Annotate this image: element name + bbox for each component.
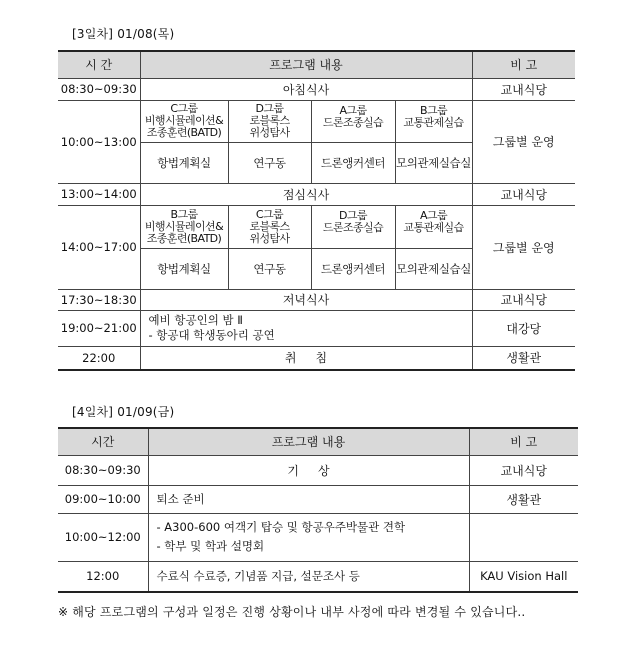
group-cell xyxy=(311,100,395,142)
table-row xyxy=(58,205,575,248)
group-activity: 조종훈련(BATD) xyxy=(146,126,222,139)
day4-schedule-table xyxy=(58,427,578,593)
time-cell: 22:00 xyxy=(58,346,140,370)
note-cell: 그룹별 운영 xyxy=(472,100,575,183)
program-cell: 수료식 수료증, 기념품 지급, 설문조사 등 xyxy=(148,561,469,592)
program-cell: 점심식사 xyxy=(140,183,472,205)
header-program: 프로그램 내용 xyxy=(148,428,469,455)
program-line: - 항공대 학생동아리 공연 xyxy=(148,328,275,342)
group-activity: 드론조종실습 xyxy=(322,115,384,129)
note-cell: 생활관 xyxy=(469,485,578,513)
group-cell xyxy=(140,205,228,248)
group-name: C그룹 xyxy=(255,207,284,221)
group-name: B그룹 xyxy=(420,103,447,117)
header-time: 시 간 xyxy=(58,51,140,78)
time-cell: 12:00 xyxy=(58,561,148,592)
group-name: B그룹 xyxy=(170,207,198,221)
group-name: D그룹 xyxy=(339,208,367,222)
program-cell: 기 상 xyxy=(148,455,469,485)
day4-title: [4일차] 01/09(금) xyxy=(72,405,175,419)
group-name: D그룹 xyxy=(255,102,284,115)
group-activity: 로블록스 xyxy=(249,114,290,127)
group-name: A그룹 xyxy=(339,103,367,117)
group-activity: 교통관제실습 xyxy=(403,220,464,234)
program-cell xyxy=(140,310,472,346)
time-cell: 10:00~12:00 xyxy=(58,513,148,561)
program-cell xyxy=(148,513,469,561)
footnote: ※ 해당 프로그램의 구성과 일정은 진행 상황이나 내부 사정에 따라 변경될 수 있습니다.. xyxy=(58,605,526,619)
header-time: 시간 xyxy=(58,428,148,455)
program-cell: 취 침 xyxy=(140,346,472,370)
day3-schedule-table xyxy=(58,50,575,371)
group-cell xyxy=(311,205,395,248)
time-cell: 10:00~13:00 xyxy=(58,100,140,183)
note-cell: 그룹별 운영 xyxy=(472,205,575,289)
time-cell: 17:30~18:30 xyxy=(58,289,140,310)
time-cell: 09:00~10:00 xyxy=(58,485,148,513)
time-cell: 08:30~09:30 xyxy=(58,455,148,485)
group-activity: 위성탐사 xyxy=(249,231,290,245)
note-cell: 교내식당 xyxy=(469,455,578,485)
program-line: - 학부 및 학과 설명회 xyxy=(156,539,265,553)
location-cell: 연구동 xyxy=(228,142,311,183)
time-cell: 13:00~14:00 xyxy=(58,183,140,205)
table-row xyxy=(58,485,578,513)
group-cell xyxy=(395,205,472,248)
table-row xyxy=(58,310,575,346)
note-cell: 생활관 xyxy=(472,346,575,370)
group-activity: 조종훈련(BATD) xyxy=(146,231,222,245)
table-row xyxy=(58,513,578,561)
table-row xyxy=(58,289,575,310)
header-note: 비 고 xyxy=(472,51,575,78)
group-activity: 비행시뮬레이션& xyxy=(144,114,224,127)
group-cell xyxy=(228,205,311,248)
location-cell: 항법계획실 xyxy=(140,248,228,289)
note-cell: KAU Vision Hall xyxy=(469,561,578,592)
note-cell: 교내식당 xyxy=(472,78,575,100)
program-line: - A300-600 여객기 탑승 및 항공우주박물관 견학 xyxy=(156,520,406,534)
note-cell: 교내식당 xyxy=(472,183,575,205)
location-cell: 드론앵커센터 xyxy=(311,142,395,183)
location-cell: 모의관제실습실 xyxy=(395,248,472,289)
time-cell: 08:30~09:30 xyxy=(58,78,140,100)
program-cell: 저녁식사 xyxy=(140,289,472,310)
time-cell: 14:00~17:00 xyxy=(58,205,140,289)
program-cell: 아침식사 xyxy=(140,78,472,100)
time-cell: 19:00~21:00 xyxy=(58,310,140,346)
program-line: 예비 항공인의 밤 Ⅱ xyxy=(148,313,243,327)
group-name: A그룹 xyxy=(420,208,447,222)
table-row xyxy=(58,455,578,485)
note-cell: 교내식당 xyxy=(472,289,575,310)
group-cell xyxy=(395,100,472,142)
table-row xyxy=(58,346,575,370)
table-row xyxy=(58,78,575,100)
table-row xyxy=(58,183,575,205)
location-cell: 연구동 xyxy=(228,248,311,289)
note-cell: 대강당 xyxy=(472,310,575,346)
group-activity: 비행시뮬레이션& xyxy=(144,219,224,233)
header-note: 비 고 xyxy=(469,428,578,455)
group-activity: 드론조종실습 xyxy=(322,220,384,234)
program-cell: 퇴소 준비 xyxy=(148,485,469,513)
group-cell xyxy=(228,100,311,142)
day3-title: [3일차] 01/08(목) xyxy=(72,27,175,41)
group-cell xyxy=(140,100,228,142)
table-row xyxy=(58,100,575,142)
group-name: C그룹 xyxy=(170,102,198,115)
location-cell: 모의관제실습실 xyxy=(395,142,472,183)
header-program: 프로그램 내용 xyxy=(140,51,472,78)
note-cell xyxy=(469,513,578,561)
location-cell: 드론앵커센터 xyxy=(311,248,395,289)
location-cell: 항법계획실 xyxy=(140,142,228,183)
group-activity: 위성탐사 xyxy=(249,126,290,139)
group-activity: 교통관제실습 xyxy=(403,115,464,129)
group-activity: 로블록스 xyxy=(249,219,290,233)
table-row xyxy=(58,561,578,592)
